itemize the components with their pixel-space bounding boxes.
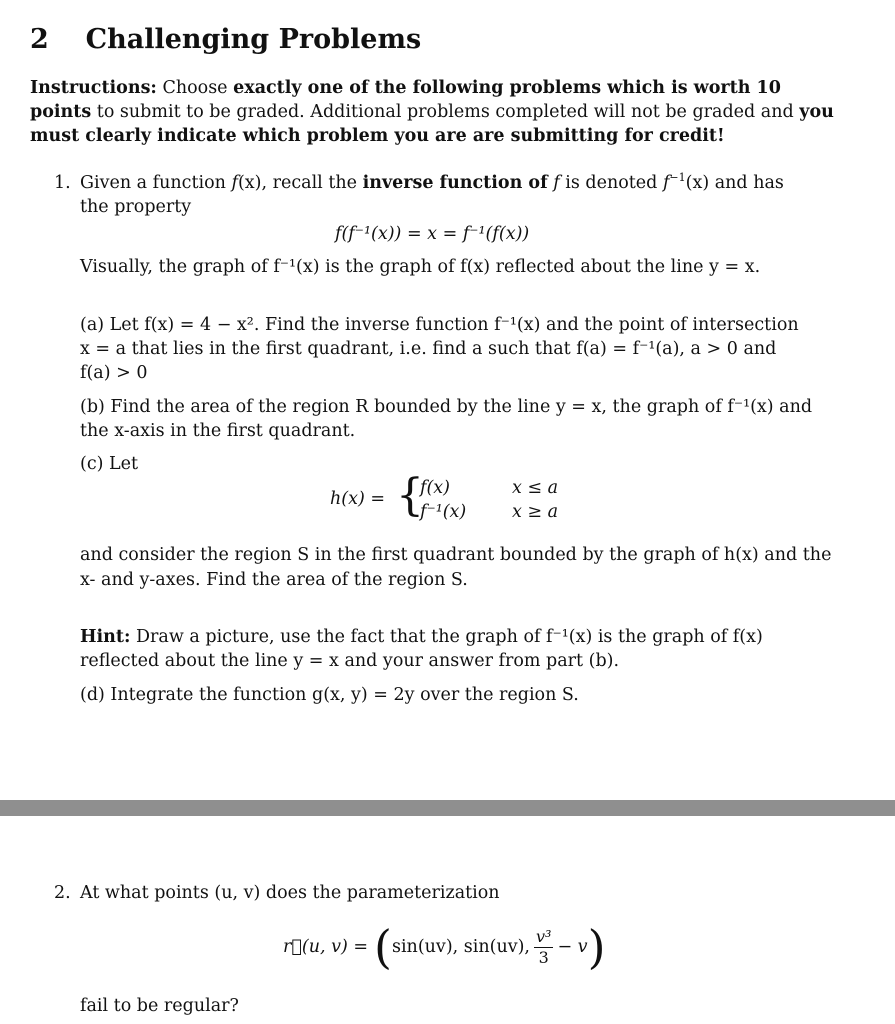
part-a-line-2: x = a that lies in the first quadrant, i.e. find a such that f(a) = f⁻¹(a), a > 0 and [80,339,777,359]
param-tail: − v [557,937,588,957]
instructions-bold: exactly one of the following problems which is worth 10 [233,78,781,98]
section-number: 2 [30,24,49,55]
fraction-denominator: 3 [538,947,549,967]
piecewise-case-2: f⁻¹(x) [420,502,467,522]
instructions-label: Instructions: [30,78,157,98]
param-inner: sin(uv), sin(uv), [391,937,530,957]
part-c-line-2: and consider the region S in the first quadrant bounded by the graph of h(x) and the [80,545,832,565]
intro-text: is denoted [565,173,658,193]
piecewise-case-1: f(x) [420,478,451,498]
instructions-text: to submit to be graded. Additional problems completed will not be graded and [96,102,794,122]
problem-2-line-2: fail to be regular? [80,996,239,1016]
part-a-line-1: (a) Let f(x) = 4 − x². Find the inverse function f⁻¹(x) and the point of intersection [80,315,799,335]
intro-math: f [662,173,670,193]
hint-line-1 [80,625,763,649]
part-c-line-3: x- and y-axes. Find the area of the region S. [80,570,468,590]
part-a-line-3: f(a) > 0 [80,363,148,383]
hint-text: Draw a picture, use the fact that the graph of f⁻¹(x) is the graph of f(x) [136,627,763,647]
intro-math: f [231,173,238,193]
problem-1-number: 1. [54,173,71,193]
parameterization-equation [283,922,606,972]
section-title: Challenging Problems [85,24,422,55]
section-heading [30,24,421,55]
intro-text: (x) and has [685,173,784,193]
intro-text: (x), recall the [237,173,357,193]
hint-line-2: reflected about the line y = x and your answer from part (b). [80,651,620,671]
instructions-bold: you [799,102,834,122]
problem-1-intro-line-2: the property [80,197,192,217]
piecewise-lhs: h(x) = [330,489,386,509]
problem-2-line-1: At what points (u, v) does the parameterization [80,883,500,903]
fraction-numerator: v³ [536,926,552,946]
piecewise-condition-2: x ≥ a [512,502,559,522]
instructions-line-1 [30,76,781,100]
part-d-line-1: (d) Integrate the function g(x, y) = 2y over the region S. [80,685,579,705]
piecewise-condition-1: x ≤ a [512,478,559,498]
intro-superscript: −1 [669,171,686,184]
problem-1-intro [80,171,784,195]
intro-bold: inverse function of [362,173,548,193]
hint-label: Hint: [80,627,131,647]
problem-2-number: 2. [54,883,71,903]
instructions-line-2 [30,100,834,124]
intro-text: Given a function [80,173,226,193]
visual-description: Visually, the graph of f⁻¹(x) is the graph of f(x) reflected about the line y = x. [80,257,761,277]
instructions-bold: points [30,102,92,122]
part-b-line-1: (b) Find the area of the region R bounded by the line y = x, the graph of f⁻¹(x) and [80,397,813,417]
instructions-text: Choose [162,78,228,98]
piecewise-brace: { [396,470,424,521]
inverse-property-equation: f(f⁻¹(x)) = x = f⁻¹(f(x)) [335,224,530,244]
part-c-line-1: (c) Let [80,454,139,474]
left-paren: ( [374,920,392,974]
intro-math: f [553,173,560,193]
param-lhs: r⃗(u, v) = [283,937,369,957]
param-fraction [534,927,553,968]
right-paren: ) [587,920,606,974]
part-b-line-2: the x-axis in the first quadrant. [80,421,356,441]
instructions-line-3: must clearly indicate which problem you are are submitting for credit! [30,126,725,146]
section-divider [0,800,895,816]
